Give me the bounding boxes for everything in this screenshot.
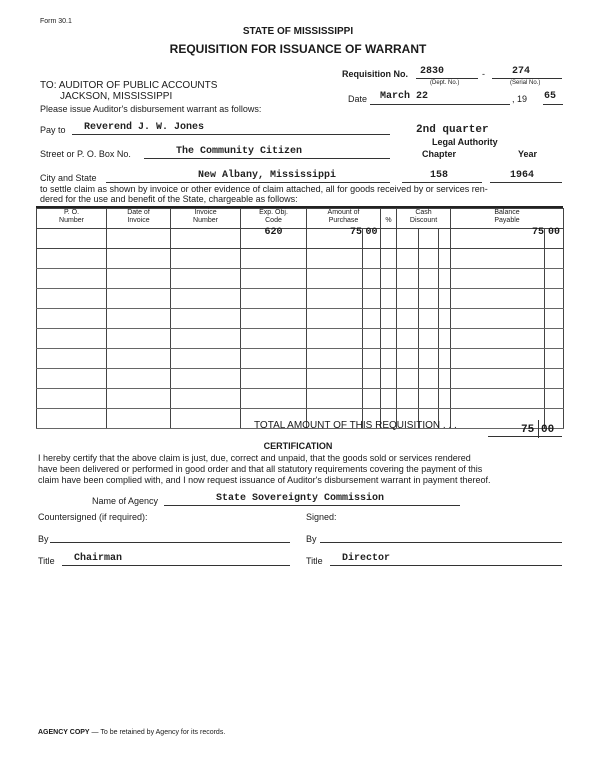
date-value: March 22 <box>380 91 429 102</box>
footer-note <box>38 729 225 736</box>
cert-line-1: I hereby certify that the above claim is just, due, correct and unpaid, that the goods sold or services rendered <box>38 453 471 463</box>
table-row <box>37 349 564 369</box>
requisition-label: Requisition No. <box>342 69 408 79</box>
year-label: Year <box>518 149 538 159</box>
chapter-value: 158 <box>430 170 449 181</box>
state-heading: STATE OF MISSISSIPPI <box>242 26 354 37</box>
countersigned-label: Countersigned (if required): <box>38 512 148 522</box>
table-row <box>37 249 564 269</box>
col-header-po: P. O. Number <box>37 209 107 229</box>
dept-number: 2830 <box>420 66 445 77</box>
serial-caption: (Serial No.) <box>510 80 541 86</box>
requisition-separator: - <box>482 69 485 79</box>
title-value-left: Chairman <box>74 553 123 564</box>
city-label: City and State <box>40 173 97 183</box>
table-row <box>37 309 564 329</box>
by-label-left: By <box>38 534 49 544</box>
date-year-prefix: , 19 <box>512 94 528 104</box>
table-row <box>37 289 564 309</box>
quarter-value: 2nd quarter <box>416 124 489 136</box>
signed-label: Signed: <box>306 512 337 522</box>
certification-title: CERTIFICATION <box>263 441 333 451</box>
title-label-right: Title <box>306 556 323 566</box>
table-row <box>37 329 564 349</box>
col-header-balance: Balance Payable <box>451 209 564 229</box>
year-value: 1964 <box>510 170 535 181</box>
cert-line-2: have been delivered or performed in good order and that all statutory requirements covering the payment of this <box>38 464 483 474</box>
agency-label: Name of Agency <box>92 496 159 506</box>
agency-value: State Sovereignty Commission <box>216 493 385 504</box>
table-row <box>37 389 564 409</box>
col-header-percent: % <box>381 209 397 229</box>
footer-retained-text: — To be retained by Agency for its records. <box>89 729 226 736</box>
date-year: 65 <box>544 91 557 102</box>
table-row <box>37 229 564 249</box>
to-line-1: TO: AUDITOR OF PUBLIC ACCOUNTS <box>40 80 218 91</box>
dept-caption: (Dept. No.) <box>430 80 460 86</box>
balance-cell: 75 <box>532 227 545 238</box>
form-number: Form 30.1 <box>40 18 72 25</box>
col-header-exp-code: Exp. Obj. Code <box>241 209 307 229</box>
street-label: Street or P. O. Box No. <box>40 149 131 159</box>
amount-cell: 75 <box>349 227 362 238</box>
pay-to-label: Pay to <box>40 125 66 135</box>
charges-table <box>36 208 564 429</box>
total-cents: 00 <box>541 424 555 436</box>
title-value-right: Director <box>342 553 391 564</box>
by-label-right: By <box>306 534 317 544</box>
col-header-cash-discount: Cash Discount <box>397 209 451 229</box>
chapter-label: Chapter <box>422 149 457 159</box>
col-header-amount: Amount of Purchase <box>307 209 381 229</box>
pay-to-value: Reverend J. W. Jones <box>84 122 205 133</box>
legal-authority-label: Legal Authority <box>432 137 498 147</box>
city-value: New Albany, Mississippi <box>198 170 337 181</box>
settle-line-2: dered for the use and benefit of the State, chargeable as follows: <box>40 194 298 204</box>
table-row <box>37 369 564 389</box>
balance-cents-cell: 00 <box>548 227 561 238</box>
street-value: The Community Citizen <box>176 146 303 157</box>
total-label: TOTAL AMOUNT OF THIS REQUISITION . . . <box>254 420 457 431</box>
to-line-2: JACKSON, MISSISSIPPI <box>60 91 173 102</box>
serial-number: 274 <box>512 66 531 77</box>
col-header-invoice: Invoice Number <box>171 209 241 229</box>
date-label: Date <box>348 94 368 104</box>
total-value: 75 <box>521 424 535 436</box>
exp-code-cell: 620 <box>264 227 283 238</box>
table-row <box>37 269 564 289</box>
settle-line-1: to settle claim as shown by invoice or other evidence of claim attached, all for goods received by or services ren- <box>40 184 488 194</box>
instruction-text: Please issue Auditor's disbursement warrant as follows: <box>40 104 262 114</box>
amount-cents-cell: 00 <box>365 227 378 238</box>
footer-agency-copy: AGENCY COPY <box>38 729 90 736</box>
col-header-date-invoice: Date of Invoice <box>107 209 171 229</box>
title-label-left: Title <box>38 556 55 566</box>
cert-line-3: claim have been complied with, and I now request issuance of Auditor's disbursement warrant in payment thereof. <box>38 475 491 485</box>
form-title: REQUISITION FOR ISSUANCE OF WARRANT <box>169 42 427 56</box>
